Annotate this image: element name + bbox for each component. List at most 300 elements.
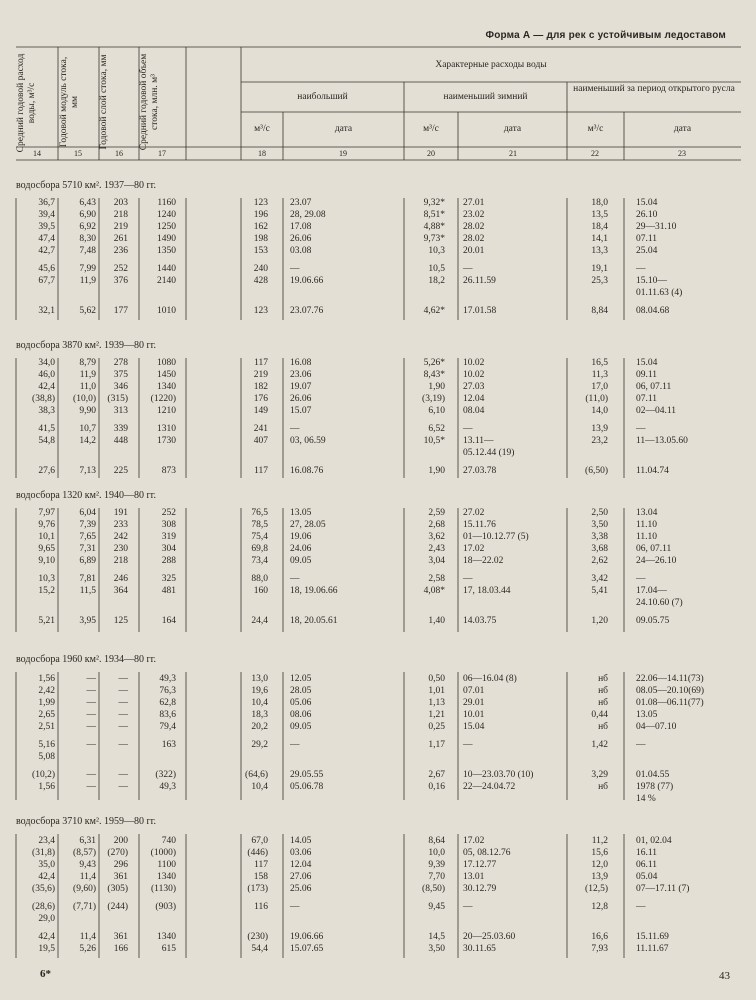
table-cell: 17.08 xyxy=(290,222,312,232)
table-cell: 38,3 xyxy=(38,406,55,416)
header-col16: Годовой слой стока, мм xyxy=(99,54,109,150)
table-cell: 123 xyxy=(253,198,268,208)
table-cell: 19.06 xyxy=(290,532,312,542)
colnum-16: 16 xyxy=(115,149,123,158)
table-cell: (903) xyxy=(155,902,176,912)
table-cell: 23.02 xyxy=(463,210,485,220)
table-cell: (31,8) xyxy=(32,848,55,858)
table-cell: 10,7 xyxy=(79,424,96,434)
colnum-19: 19 xyxy=(339,149,347,158)
table-cell: 203 xyxy=(113,198,128,208)
table-cell: 364 xyxy=(113,586,128,596)
header-date-23: дата xyxy=(673,124,692,134)
table-cell: — xyxy=(86,770,96,780)
table-cell: 6,90 xyxy=(79,210,96,220)
table-cell: 1340 xyxy=(157,932,176,942)
table-cell: 1010 xyxy=(157,306,176,316)
colnum-20: 20 xyxy=(427,149,435,158)
table-cell: (10,0) xyxy=(73,394,96,404)
table-cell: 236 xyxy=(113,246,128,256)
table-cell: 79,4 xyxy=(159,722,176,732)
table-cell: 36,7 xyxy=(38,198,55,208)
table-cell: 7,13 xyxy=(79,466,96,476)
table-cell: 11.10 xyxy=(636,532,658,542)
table-cell: 14,0 xyxy=(591,406,608,416)
table-cell: 17, 18.03.44 xyxy=(463,586,511,596)
table-cell: 2,42 xyxy=(38,686,55,696)
table-cell: — xyxy=(636,740,646,750)
table-cell: 12.05 xyxy=(290,674,312,684)
table-cell: 26.06 xyxy=(290,234,312,244)
table-cell: (11,0) xyxy=(585,394,608,404)
table-cell: 7,99 xyxy=(79,264,96,274)
table-cell: 24—26.10 xyxy=(636,556,677,566)
table-cell: 218 xyxy=(113,556,128,566)
table-cell: 27,6 xyxy=(38,466,55,476)
header-col15: Годовой модуль стока, мм xyxy=(59,56,80,148)
table-cell: — xyxy=(118,710,128,720)
table-cell: — xyxy=(463,902,473,912)
table-cell: 06—16.04 (8) xyxy=(463,674,517,684)
table-cell: 29,2 xyxy=(251,740,268,750)
table-cell: (1220) xyxy=(150,394,176,404)
table-cell: 240 xyxy=(253,264,268,274)
colnum-15: 15 xyxy=(74,149,82,158)
table-cell: 7,70 xyxy=(428,872,445,882)
table-cell: 10.01 xyxy=(463,710,485,720)
table-cell: 88,0 xyxy=(251,574,268,584)
table-cell: — xyxy=(86,698,96,708)
table-cell: 16.08 xyxy=(290,358,312,368)
table-cell: 6,10 xyxy=(428,406,445,416)
table-cell: 13.01 xyxy=(463,872,485,882)
table-cell: 428 xyxy=(253,276,268,286)
table-cell: 15.11.76 xyxy=(463,520,496,530)
table-cell: 29.05.55 xyxy=(290,770,324,780)
table-cell: 18,3 xyxy=(251,710,268,720)
table-cell: 09.05.75 xyxy=(636,616,670,626)
table-cell: 8,79 xyxy=(79,358,96,368)
table-cell: 7,39 xyxy=(79,520,96,530)
table-cell: 219 xyxy=(113,222,128,232)
table-cell: 1,01 xyxy=(428,686,445,696)
table-cell: 1,13 xyxy=(428,698,445,708)
table-cell: 27.01 xyxy=(463,198,485,208)
table-cell: 05.06 xyxy=(290,698,312,708)
table-cell: 35,0 xyxy=(38,860,55,870)
table-cell: 278 xyxy=(113,358,128,368)
table-cell: 5,62 xyxy=(79,306,96,316)
table-cell: 7,65 xyxy=(79,532,96,542)
table-cell: 17,0 xyxy=(591,382,608,392)
table-cell: 4,88* xyxy=(423,222,445,232)
table-cell: 26.10 xyxy=(636,210,658,220)
table-cell: 08.04 xyxy=(463,406,485,416)
table-cell: 29,0 xyxy=(38,914,55,924)
table-cell: 10—23.03.70 (10) xyxy=(463,770,534,780)
table-cell: 26.11.59 xyxy=(463,276,496,286)
table-cell: 4,62* xyxy=(423,306,445,316)
table-cell: 19.07 xyxy=(290,382,312,392)
table-cell: 7,97 xyxy=(38,508,55,518)
table-cell: 1490 xyxy=(157,234,176,244)
header-col17: Средний годовой объем стока, млн. м³ xyxy=(139,53,160,151)
table-cell: 196 xyxy=(253,210,268,220)
table-cell: 06, 07.11 xyxy=(636,382,672,392)
table-cell: 28.02 xyxy=(463,222,485,232)
table-cell: 23.07.76 xyxy=(290,306,324,316)
table-cell: 76,5 xyxy=(251,508,268,518)
table-cell: 163 xyxy=(161,740,176,750)
table-cell: 2,50 xyxy=(591,508,608,518)
table-cell: 233 xyxy=(113,520,128,530)
table-cell: 3,38 xyxy=(591,532,608,542)
table-cell: 149 xyxy=(253,406,268,416)
table-cell: — xyxy=(636,574,646,584)
table-cell: 873 xyxy=(161,466,176,476)
table-cell: 15.04 xyxy=(636,198,658,208)
table-cell: 153 xyxy=(253,246,268,256)
table-cell: 1,99 xyxy=(38,698,55,708)
table-cell: 42,4 xyxy=(38,932,55,942)
table-cell: 75,4 xyxy=(251,532,268,542)
table-cell: 177 xyxy=(113,306,128,316)
table-cell: 9,43 xyxy=(79,860,96,870)
table-cell: 25.06 xyxy=(290,884,312,894)
table-cell: 41,5 xyxy=(38,424,55,434)
table-cell: 319 xyxy=(161,532,176,542)
table-cell: — xyxy=(86,740,96,750)
table-cell: (315) xyxy=(107,394,128,404)
table-cell: 1340 xyxy=(157,872,176,882)
table-cell: (9,60) xyxy=(73,884,96,894)
table-cell: 7,48 xyxy=(79,246,96,256)
table-cell: 1,21 xyxy=(428,710,445,720)
table-cell: — xyxy=(636,424,646,434)
table-cell: 19.06.66 xyxy=(290,932,324,942)
table-cell: — xyxy=(636,902,646,912)
section-title: водосбора 3870 км². 1939—80 гг. xyxy=(16,340,157,351)
table-cell: 20—25.03.60 xyxy=(463,932,516,942)
table-cell: 10.02 xyxy=(463,370,485,380)
table-cell: 160 xyxy=(253,586,268,596)
table-cell: 4,08* xyxy=(423,586,445,596)
table-cell: 01.11.63 (4) xyxy=(636,288,683,298)
table-cell: 1,42 xyxy=(591,740,608,750)
table-cell: 27, 28.05 xyxy=(290,520,326,530)
table-cell: 448 xyxy=(113,436,128,446)
table-cell: 225 xyxy=(113,466,128,476)
table-cell: 54,4 xyxy=(251,944,268,954)
table-cell: 05.12.44 (19) xyxy=(463,448,515,458)
table-cell: 15,2 xyxy=(38,586,55,596)
table-cell: 2,67 xyxy=(428,770,445,780)
table-cell: нб xyxy=(598,722,608,732)
table-cell: 28.05 xyxy=(290,686,312,696)
table-cell: 5,08 xyxy=(38,752,55,762)
table-cell: 04—07.10 xyxy=(636,722,677,732)
table-cell: (7,71) xyxy=(73,902,96,912)
table-cell: 125 xyxy=(113,616,128,626)
table-cell: 11,9 xyxy=(79,370,96,380)
table-cell: 07.11 xyxy=(636,394,658,404)
table-cell: 9,65 xyxy=(38,544,55,554)
table-cell: 24,4 xyxy=(251,616,268,626)
section-title: водосбора 5710 км². 1937—80 гг. xyxy=(16,180,157,191)
table-cell: 7,93 xyxy=(591,944,608,954)
table-cell: 1240 xyxy=(157,210,176,220)
table-cell: 17.04— xyxy=(636,586,667,596)
table-cell: 18,0 xyxy=(591,198,608,208)
table-cell: 1310 xyxy=(157,424,176,434)
table-cell: 29—31.10 xyxy=(636,222,677,232)
table-cell: 10,5 xyxy=(428,264,445,274)
table-cell: — xyxy=(290,740,300,750)
table-cell: 08.05—20.10(69) xyxy=(636,686,705,696)
table-cell: 9,73* xyxy=(423,234,445,244)
header-sub-min-winter: наименьший зимний xyxy=(443,92,528,102)
table-cell: 162 xyxy=(253,222,268,232)
table-cell: 241 xyxy=(253,424,268,434)
table-cell: 18, 19.06.66 xyxy=(290,586,338,596)
table-cell: 252 xyxy=(113,264,128,274)
table-cell: 9,10 xyxy=(38,556,55,566)
table-cell: 11,4 xyxy=(79,872,96,882)
table-cell: 1100 xyxy=(157,860,176,870)
table-cell: 1,56 xyxy=(38,782,55,792)
section-title: водосбора 1960 км². 1934—80 гг. xyxy=(16,654,157,665)
table-cell: 1,20 xyxy=(591,616,608,626)
table-cell: 19,1 xyxy=(591,264,608,274)
table-cell: 6,89 xyxy=(79,556,96,566)
table-cell: — xyxy=(290,424,300,434)
table-cell: 13.11— xyxy=(463,436,494,446)
table-cell: 3,50 xyxy=(591,520,608,530)
table-cell: — xyxy=(118,782,128,792)
table-cell: 3,50 xyxy=(428,944,445,954)
section-title: водосбора 3710 км². 1959—80 гг. xyxy=(16,816,157,827)
table-cell: 9,32* xyxy=(423,198,445,208)
table-cell: 23.06 xyxy=(290,370,312,380)
table-cell: 01, 02.04 xyxy=(636,836,672,846)
table-cell: 03.08 xyxy=(290,246,312,256)
table-cell: 45,6 xyxy=(38,264,55,274)
table-cell: 10,4 xyxy=(251,782,268,792)
table-cell: 34,0 xyxy=(38,358,55,368)
table-cell: 117 xyxy=(254,466,268,476)
table-cell: 375 xyxy=(113,370,128,380)
table-cell: 1340 xyxy=(157,382,176,392)
table-cell: 2,59 xyxy=(428,508,445,518)
table-cell: 1210 xyxy=(157,406,176,416)
table-cell: 10,0 xyxy=(428,848,445,858)
table-cell: 117 xyxy=(254,358,268,368)
header-col14: Средний годовой расход воды, м³/с xyxy=(16,53,37,153)
table-cell: 14.05 xyxy=(290,836,312,846)
table-cell: 2,62 xyxy=(591,556,608,566)
table-cell: 30.12.79 xyxy=(463,884,497,894)
table-cell: 14,5 xyxy=(428,932,445,942)
table-cell: 9,45 xyxy=(428,902,445,912)
table-cell: 0,16 xyxy=(428,782,445,792)
table-cell: 11—13.05.60 xyxy=(636,436,688,446)
table-cell: 27.03.78 xyxy=(463,466,497,476)
table-cell: 14 % xyxy=(636,794,656,804)
table-cell: 1160 xyxy=(157,198,176,208)
table-cell: 47,4 xyxy=(38,234,55,244)
table-cell: 11,2 xyxy=(591,836,608,846)
colnum-17: 17 xyxy=(158,149,166,158)
header-sub-min-open: наименьший за период открытого русла xyxy=(573,84,735,94)
table-cell: 3,95 xyxy=(79,616,96,626)
table-cell: 13.04 xyxy=(636,508,658,518)
table-cell: 02—04.11 xyxy=(636,406,677,416)
table-cell: 230 xyxy=(113,544,128,554)
table-cell: 8,64 xyxy=(428,836,445,846)
table-cell: 0,44 xyxy=(591,710,608,720)
table-cell: 6,04 xyxy=(79,508,96,518)
table-cell: 07.11 xyxy=(636,234,658,244)
colnum-14: 14 xyxy=(33,149,41,158)
table-cell: 49,3 xyxy=(159,782,176,792)
table-cell: 18—22.02 xyxy=(463,556,504,566)
table-cell: 11.04.74 xyxy=(636,466,669,476)
table-cell: 117 xyxy=(254,860,268,870)
table-cell: (12,5) xyxy=(585,884,608,894)
table-cell: — xyxy=(636,264,646,274)
table-cell: 3,04 xyxy=(428,556,445,566)
table-cell: нб xyxy=(598,782,608,792)
table-cell: 2,51 xyxy=(38,722,55,732)
table-cell: 166 xyxy=(113,944,128,954)
table-cell: 11,0 xyxy=(79,382,96,392)
table-cell: 14.03.75 xyxy=(463,616,497,626)
table-cell: 49,3 xyxy=(159,674,176,684)
table-cell: 8,30 xyxy=(79,234,96,244)
table-cell: 11.10 xyxy=(636,520,658,530)
table-cell: (230) xyxy=(247,932,268,942)
table-cell: 123 xyxy=(253,306,268,316)
table-cell: 6,31 xyxy=(79,836,96,846)
table-cell: — xyxy=(118,770,128,780)
table-cell: 17.01.58 xyxy=(463,306,497,316)
table-cell: 252 xyxy=(161,508,176,518)
table-cell: — xyxy=(86,782,96,792)
table-cell: — xyxy=(86,722,96,732)
table-cell: 10.02 xyxy=(463,358,485,368)
table-cell: 07—17.11 (7) xyxy=(636,884,690,894)
table-cell: — xyxy=(118,698,128,708)
table-cell: 6,92 xyxy=(79,222,96,232)
table-cell: 361 xyxy=(113,932,128,942)
table-cell: — xyxy=(290,902,300,912)
table-cell: 28.02 xyxy=(463,234,485,244)
table-cell: 8,84 xyxy=(591,306,608,316)
table-cell: 42,4 xyxy=(38,872,55,882)
table-cell: 361 xyxy=(113,872,128,882)
table-cell: (38,8) xyxy=(32,394,55,404)
table-cell: 01.04.55 xyxy=(636,770,670,780)
table-cell: 10,1 xyxy=(38,532,55,542)
table-cell: 13,9 xyxy=(591,872,608,882)
page-number: 43 xyxy=(719,970,730,982)
table-cell: 19,6 xyxy=(251,686,268,696)
table-cell: 308 xyxy=(161,520,176,530)
table-cell: — xyxy=(463,740,473,750)
table-cell: 23,2 xyxy=(591,436,608,446)
table-cell: 198 xyxy=(253,234,268,244)
table-cell: 0,50 xyxy=(428,674,445,684)
table-cell: 29.01 xyxy=(463,698,485,708)
table-cell: 2,65 xyxy=(38,710,55,720)
table-cell: 13,5 xyxy=(591,210,608,220)
header-unit-18: м³/с xyxy=(254,124,270,134)
table-cell: 346 xyxy=(113,382,128,392)
table-cell: 27.06 xyxy=(290,872,312,882)
table-cell: 16.11 xyxy=(636,848,658,858)
header-sub-max: наибольший xyxy=(297,92,348,102)
table-cell: — xyxy=(290,264,300,274)
table-cell: 1,56 xyxy=(38,674,55,684)
table-cell: 42,4 xyxy=(38,382,55,392)
table-cell: — xyxy=(463,574,473,584)
table-cell: 218 xyxy=(113,210,128,220)
table-cell: (1130) xyxy=(151,884,176,894)
table-cell: 2,68 xyxy=(428,520,445,530)
table-cell: 15.07.65 xyxy=(290,944,324,954)
table-cell: 05, 08.12.76 xyxy=(463,848,511,858)
table-cell: 32,1 xyxy=(38,306,55,316)
table-cell: 2140 xyxy=(157,276,176,286)
table-cell: 10,4 xyxy=(251,698,268,708)
table-cell: 12.04 xyxy=(290,860,312,870)
table-cell: 05.06.78 xyxy=(290,782,324,792)
table-cell: 28, 29.08 xyxy=(290,210,326,220)
table-cell: 27.02 xyxy=(463,508,485,518)
table-cell: 3,42 xyxy=(591,574,608,584)
table-cell: 17.02 xyxy=(463,836,485,846)
table-cell: 3,29 xyxy=(591,770,608,780)
table-cell: 9,90 xyxy=(79,406,96,416)
table-cell: 1450 xyxy=(157,370,176,380)
table-cell: 23.07 xyxy=(290,198,312,208)
table-cell: (8,57) xyxy=(73,848,96,858)
table-cell: (270) xyxy=(107,848,128,858)
table-cell: 10,5* xyxy=(423,436,445,446)
table-cell: 1250 xyxy=(157,222,176,232)
table-cell: 14,1 xyxy=(591,234,608,244)
table-cell: 10,3 xyxy=(38,574,55,584)
table-cell: (173) xyxy=(247,884,268,894)
table-cell: 0,25 xyxy=(428,722,445,732)
table-cell: 15.04 xyxy=(463,722,485,732)
table-cell: 5,26 xyxy=(79,944,96,954)
table-cell: (244) xyxy=(107,902,128,912)
table-cell: (305) xyxy=(107,884,128,894)
table-cell: 54,8 xyxy=(38,436,55,446)
header-unit-20: м³/с xyxy=(423,124,439,134)
table-cell: 288 xyxy=(161,556,176,566)
table-cell: 2,43 xyxy=(428,544,445,554)
table-cell: — xyxy=(290,574,300,584)
table-cell: 15.04 xyxy=(636,358,658,368)
table-cell: 05.04 xyxy=(636,872,658,882)
table-cell: 1,90 xyxy=(428,466,445,476)
colnum-18: 18 xyxy=(258,149,266,158)
table-cell: 1080 xyxy=(157,358,176,368)
table-cell: 23,4 xyxy=(38,836,55,846)
table-cell: 13,9 xyxy=(591,424,608,434)
